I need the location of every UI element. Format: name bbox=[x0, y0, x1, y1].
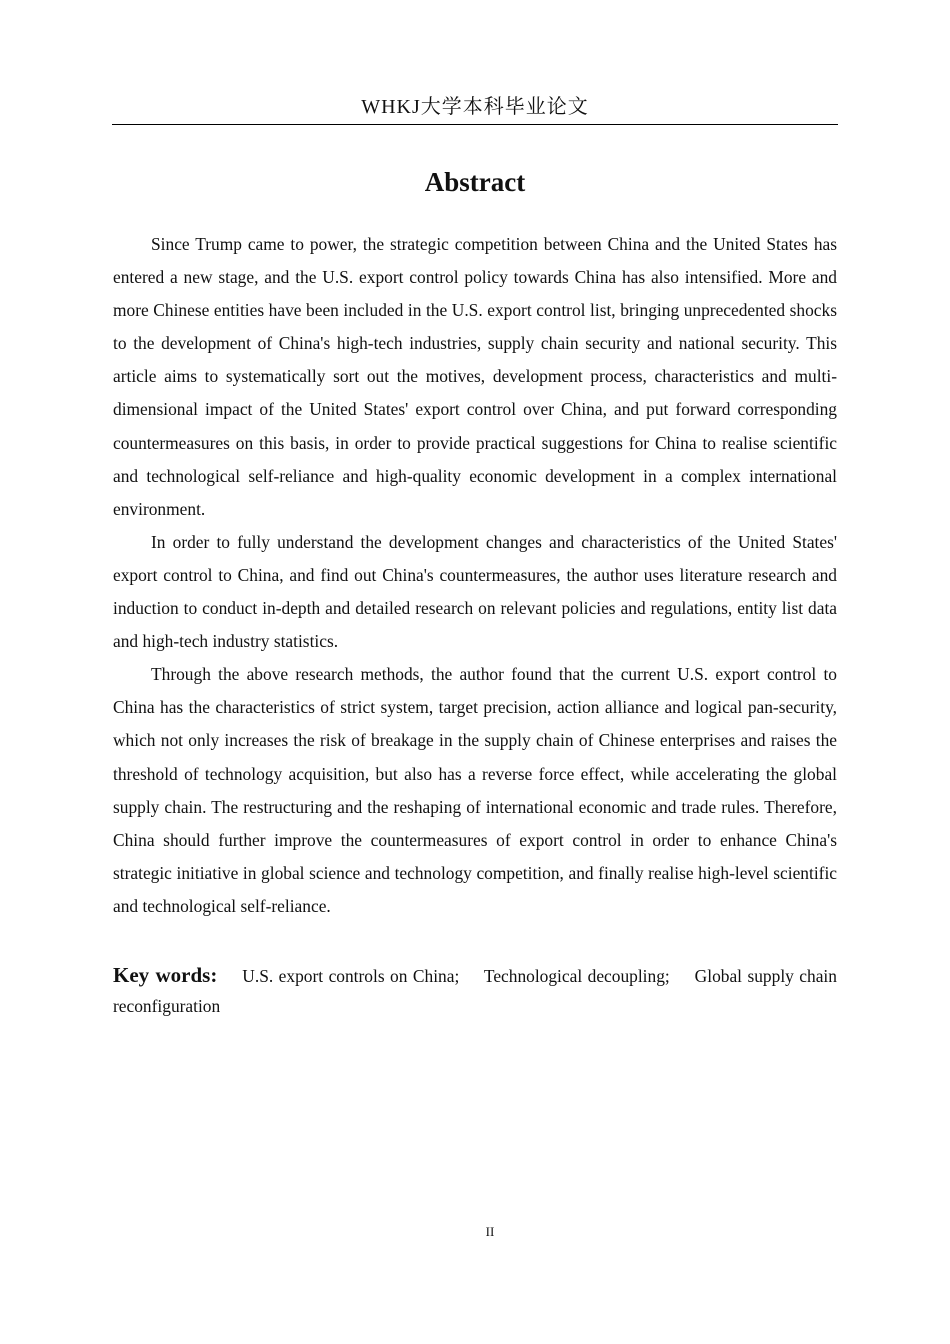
abstract-paragraph-1: Since Trump came to power, the strategic competition between China and the United States has entered a new stage, and the U.S. export control policy towards China has also intensified. More and more Chinese entities have been included in the U.S. export control list, bringing unprecedented shocks to the development of China's high-tech industries, supply chain security and national security. This article aims to systematically sort out the motives, development process, characteristics and multi-dimensional impact of the United States' export control over China, and put forward corresponding countermeasures on this basis, in order to provide practical suggestions for China to realise scientific and technological self-reliance and high-quality economic development in a complex international environment. bbox=[113, 234, 837, 519]
abstract-paragraph-3: Through the above research methods, the author found that the current U.S. export control to China has the characteristics of strict system, target precision, action alliance and logical pan-security, which not only increases the risk of breakage in the supply chain of Chinese enterprises and raises the threshold of technology acquisition, but also has a reverse force effect, while accelerating the global supply chain. The restructuring and the reshaping of international economic and trade rules. Therefore, China should further improve the countermeasures of export control in order to enhance China's strategic initiative in global science and technology competition, and finally realise high-level scientific and technological self-reliance. bbox=[113, 664, 837, 916]
keyword-2: Technological decoupling; bbox=[483, 966, 670, 986]
page-number: II bbox=[485, 1224, 495, 1239]
header-divider bbox=[112, 124, 838, 125]
keywords-section bbox=[113, 960, 837, 1021]
abstract-title: Abstract bbox=[424, 167, 526, 197]
keywords-label: Key words: bbox=[113, 963, 218, 987]
abstract-paragraph-2: In order to fully understand the development changes and characteristics of the United States' export control to China, and find out China's countermeasures, the author uses literature research and induction to conduct in-depth and detailed research on relevant policies and regulations, entity list data and high-tech industry statistics. bbox=[113, 531, 837, 652]
keyword-1: U.S. export controls on China; bbox=[242, 966, 460, 986]
abstract-body bbox=[113, 228, 837, 923]
running-header: WHKJ大学本科毕业论文 bbox=[361, 96, 589, 118]
keyword-3: Global supply chain reconfiguration bbox=[113, 966, 837, 1016]
